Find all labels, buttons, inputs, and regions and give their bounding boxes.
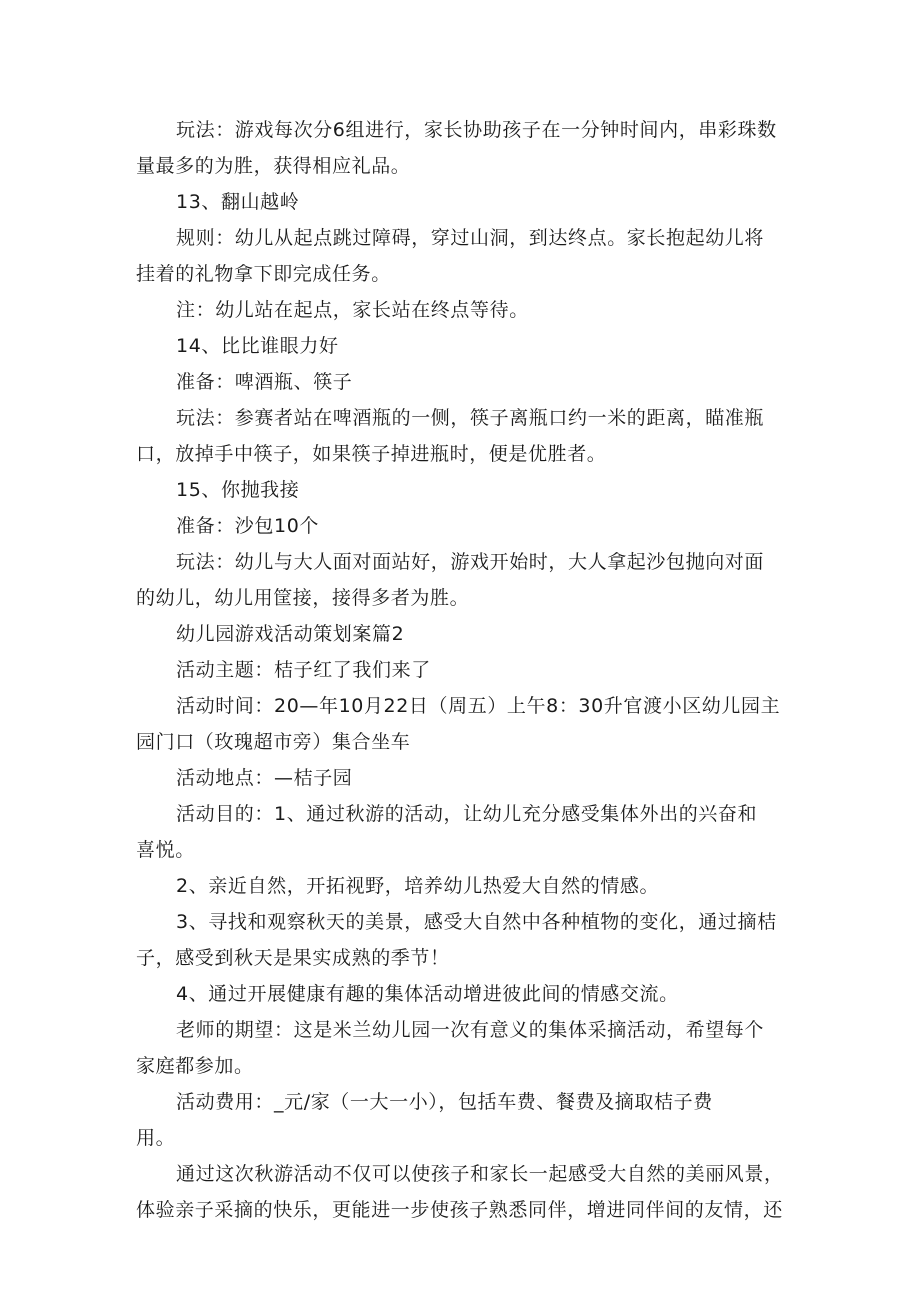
text-line: 玩法：游戏每次分6组进行，家长协助孩子在一分钟时间内，串彩珠数 <box>176 119 777 141</box>
paragraph <box>136 796 792 868</box>
text-line: 家庭都参加。 <box>136 1055 254 1077</box>
paragraph <box>136 508 792 544</box>
text-line: 的幼儿，幼儿用筐接，接得多者为胜。 <box>136 587 470 609</box>
section-heading <box>136 472 792 508</box>
text-line: 口，放掉手中筷子，如果筷子掉进瓶时，便是优胜者。 <box>136 443 607 465</box>
text-line: 活动时间：20—年10月22日（周五）上午8：30升官渡小区幼儿园主 <box>176 695 781 717</box>
text-line: 13、翻山越岭 <box>176 191 300 213</box>
paragraph <box>136 544 792 616</box>
text-line: 活动主题：桔子红了我们来了 <box>176 659 431 681</box>
text-line: 玩法：参赛者站在啤酒瓶的一侧，筷子离瓶口约一米的距离，瞄准瓶 <box>176 407 765 429</box>
text-line: 2、亲近自然，开拓视野，培养幼儿热爱大自然的情感。 <box>176 875 660 897</box>
text-line: 活动目的：1、通过秋游的活动，让幼儿充分感受集体外出的兴奋和 <box>176 803 758 825</box>
document-subtitle <box>136 616 792 652</box>
section-heading <box>136 328 792 364</box>
text-line: 老师的期望：这是米兰幼儿园一次有意义的集体采摘活动，希望每个 <box>176 1019 765 1041</box>
text-line: 准备：啤酒瓶、筷子 <box>176 371 353 393</box>
paragraph <box>136 688 792 760</box>
text-line: 14、比比谁眼力好 <box>176 335 339 357</box>
text-line: 准备：沙包10个 <box>176 515 319 537</box>
paragraph <box>136 112 792 184</box>
text-line: 喜悦。 <box>136 839 195 861</box>
paragraph <box>136 364 792 400</box>
text-line: 量最多的为胜，获得相应礼品。 <box>136 155 411 177</box>
section-heading <box>136 184 792 220</box>
text-line: 3、寻找和观察秋天的美景，感受大自然中各种植物的变化，通过摘桔 <box>176 911 777 933</box>
text-line: 挂着的礼物拿下即完成任务。 <box>136 263 391 285</box>
text-line: 注：幼儿站在起点，家长站在终点等待。 <box>176 299 529 321</box>
text-line: 15、你抛我接 <box>176 479 300 501</box>
paragraph <box>136 904 792 976</box>
text-line: 子，感受到秋天是果实成熟的季节！ <box>136 947 450 969</box>
paragraph <box>136 400 792 472</box>
text-line: 规则：幼儿从起点跳过障碍，穿过山洞，到达终点。家长抱起幼儿将 <box>176 227 765 249</box>
text-line: 活动地点：—桔子园 <box>176 767 353 789</box>
paragraph <box>136 1084 792 1156</box>
text-line: 4、通过开展健康有趣的集体活动增进彼此间的情感交流。 <box>176 983 679 1005</box>
text-line: 用。 <box>136 1127 176 1149</box>
text-line: 活动费用：_元/家（一大一小），包括车费、餐费及摘取桔子费 <box>176 1091 713 1113</box>
paragraph <box>136 976 792 1012</box>
paragraph <box>136 868 792 904</box>
text-line: 园门口（玫瑰超市旁）集合坐车 <box>136 731 411 753</box>
text-line: 幼儿园游戏活动策划案篇2 <box>176 623 405 645</box>
paragraph <box>136 652 792 688</box>
paragraph <box>136 292 792 328</box>
paragraph <box>136 1156 792 1228</box>
document-body <box>136 112 792 1228</box>
paragraph <box>136 1012 792 1084</box>
text-line: 体验亲子采摘的快乐，更能进一步使孩子熟悉同伴，增进同伴间的友情，还 <box>136 1199 783 1221</box>
text-line: 通过这次秋游活动不仅可以使孩子和家长一起感受大自然的美丽风景， <box>176 1163 784 1185</box>
paragraph <box>136 760 792 796</box>
text-line: 玩法：幼儿与大人面对面站好，游戏开始时，大人拿起沙包抛向对面 <box>176 551 765 573</box>
paragraph <box>136 220 792 292</box>
